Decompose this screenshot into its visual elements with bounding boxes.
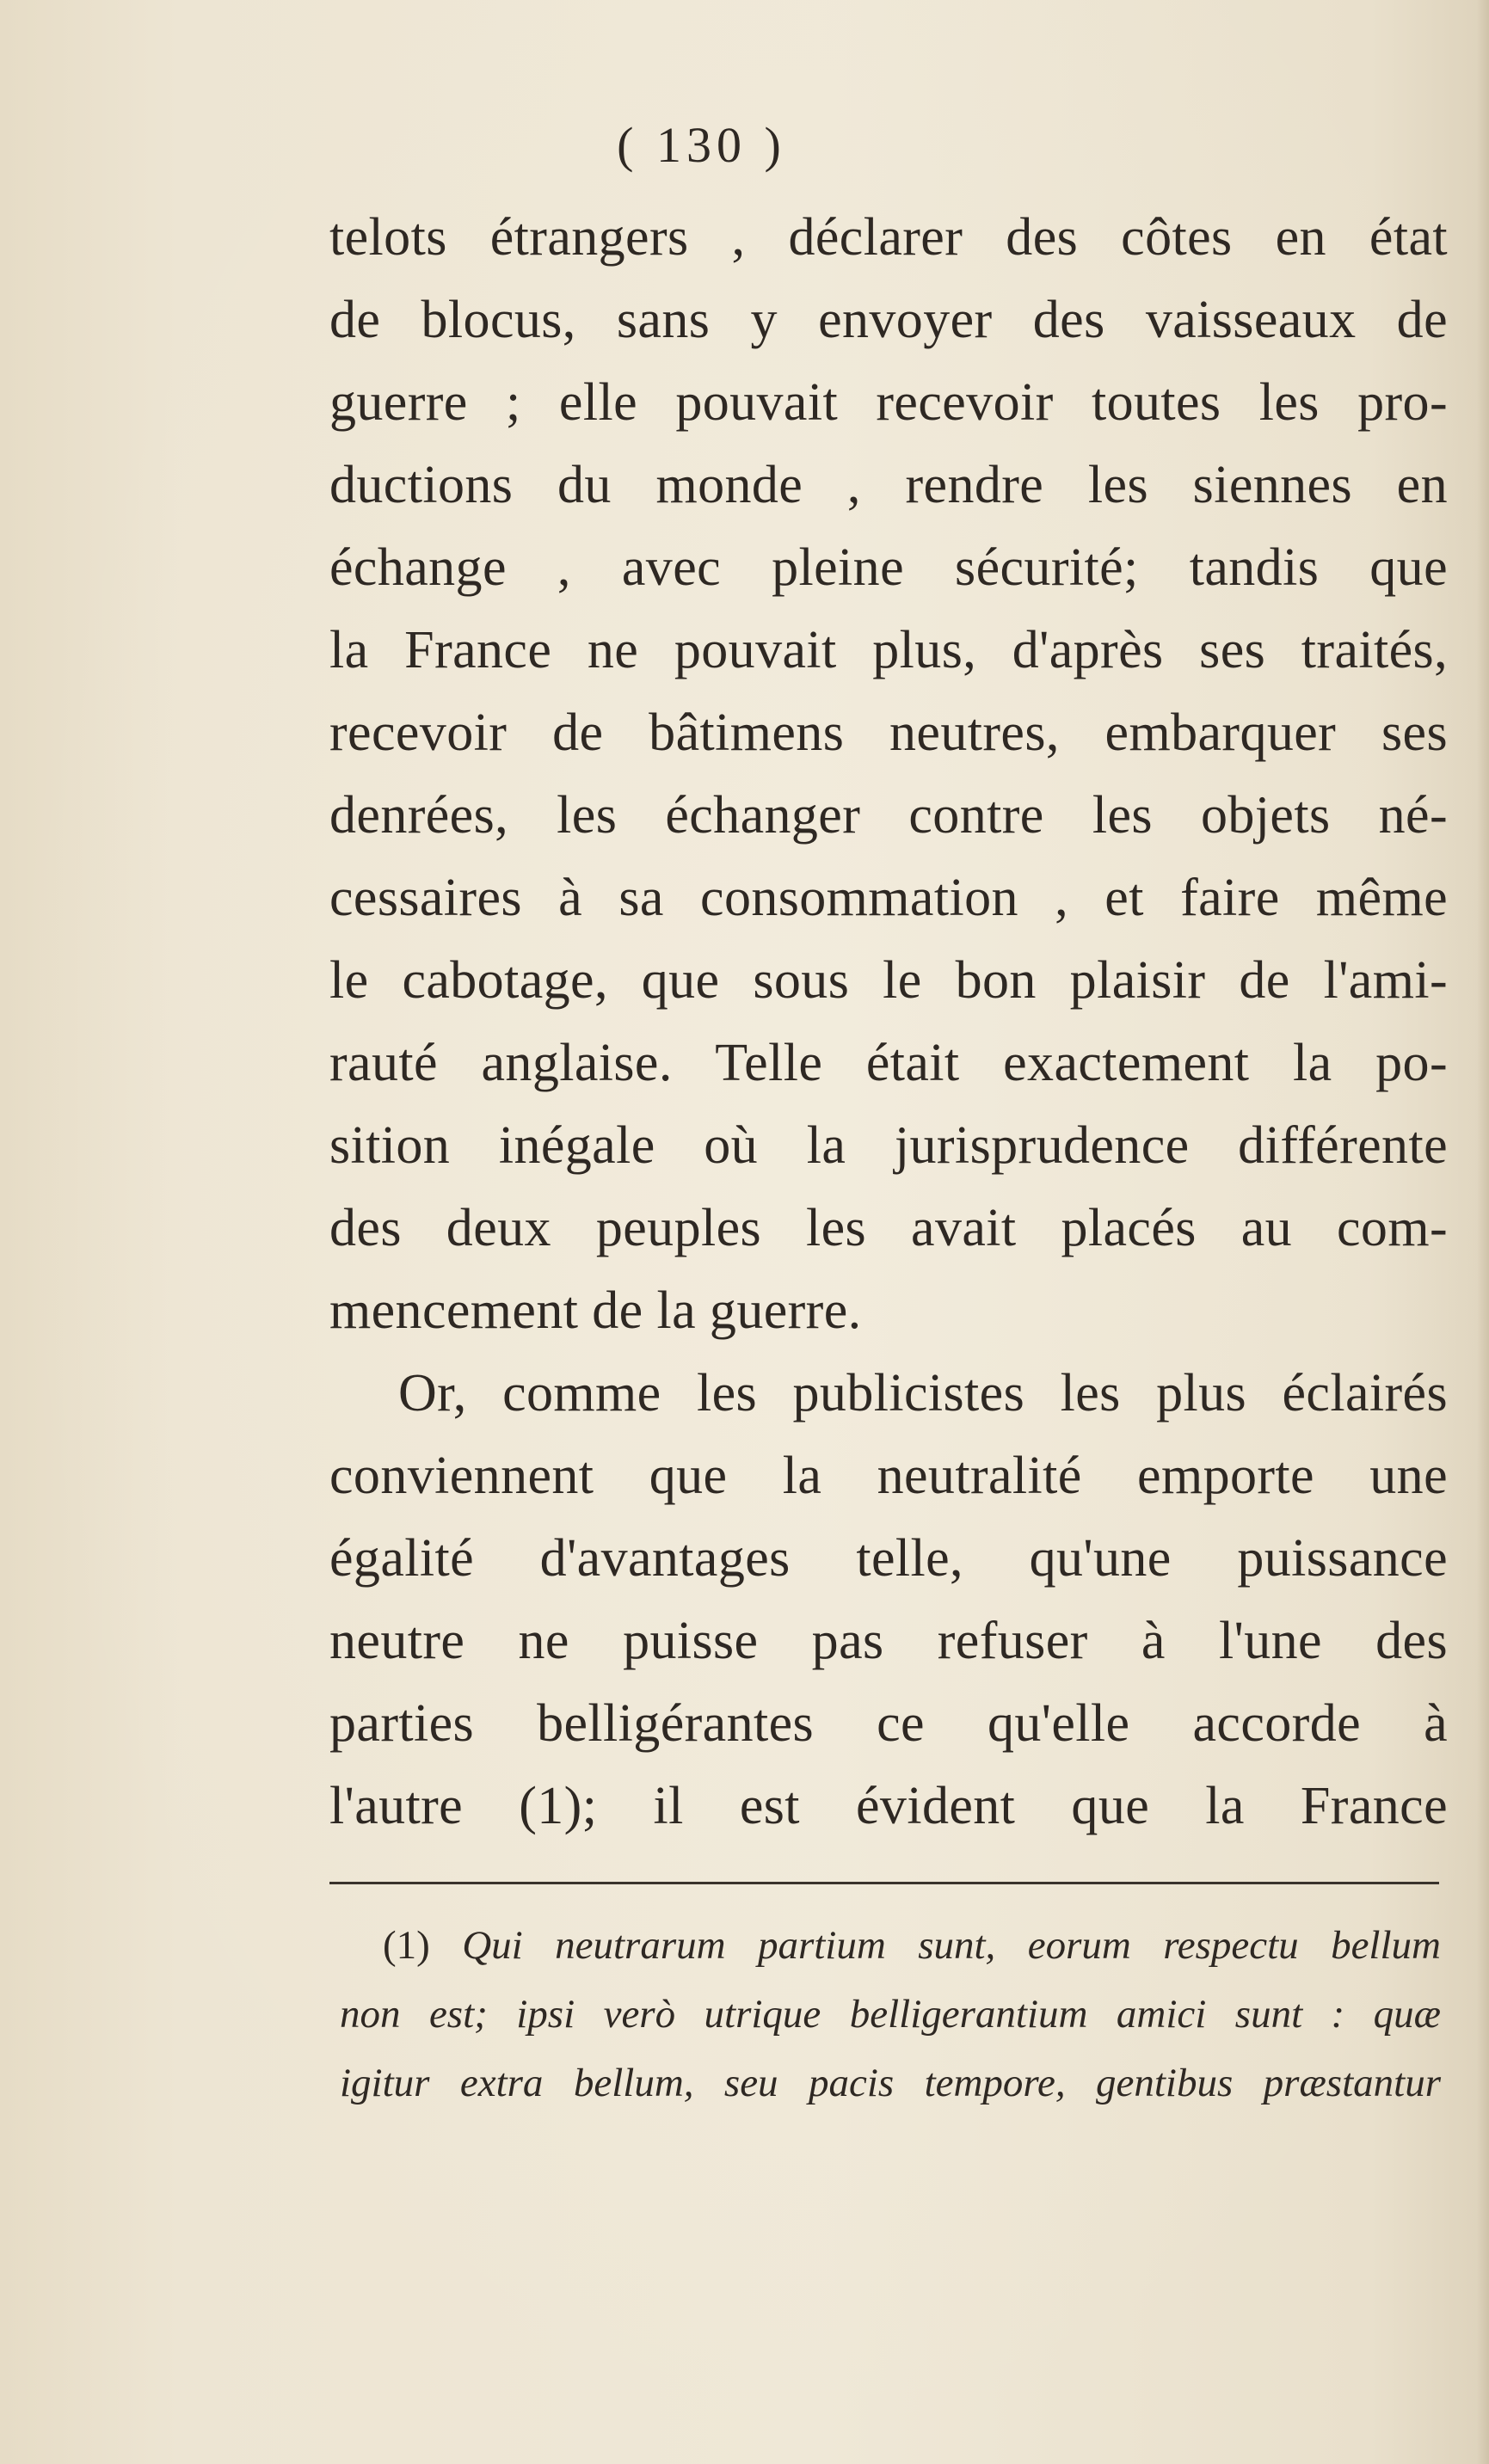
text-line: de blocus, sans y envoyer des vaisseaux de (329, 291, 1448, 349)
text-line: neutre ne puisse pas refuser à l'une des (329, 1612, 1448, 1670)
footnote-marker: (1) (383, 1923, 430, 1968)
text-line: telots étrangers , déclarer des côtes en état (329, 208, 1448, 267)
text-line: parties belligérantes ce qu'elle accorde à (329, 1694, 1448, 1753)
text-line: conviennent que la neutralité emporte une (329, 1447, 1448, 1505)
footnote-line: igitur extra bellum, seu pacis tempore, gentibus præstantur (340, 2061, 1441, 2105)
text-line: le cabotage, que sous le bon plaisir de l'ami- (329, 951, 1448, 1010)
footnote-text: Qui neutrarum partium sunt, eorum respectu bellum (462, 1923, 1441, 1968)
text-line: l'autre (1); il est évident que la France (329, 1777, 1448, 1835)
text-line: ductions du monde , rendre les siennes en (329, 456, 1448, 514)
main-text-block (329, 196, 1448, 1847)
page-number: ( 130 ) (617, 117, 786, 173)
footnote-rule (329, 1882, 1439, 1884)
footnote-line (340, 1911, 1441, 1980)
text-line: sition inégale où la jurisprudence différente (329, 1116, 1448, 1175)
text-line: la France ne pouvait plus, d'après ses traités, (329, 621, 1448, 679)
text-line: rauté anglaise. Telle était exactement la po- (329, 1034, 1448, 1092)
paragraph-start-line: Or, comme les publicistes les plus éclairés (398, 1364, 1448, 1422)
footnote-line: non est; ipsi verò utrique belligerantium amici sunt : quæ (340, 1992, 1441, 2037)
text-line: guerre ; elle pouvait recevoir toutes les pro- (329, 373, 1448, 432)
text-line: des deux peuples les avait placés au com- (329, 1199, 1448, 1257)
page-edge-shadow (1477, 0, 1489, 2464)
text-line: égalité d'avantages telle, qu'une puissance (329, 1529, 1448, 1588)
paragraph-end-line: mencement de la guerre. (329, 1281, 862, 1340)
text-line: recevoir de bâtimens neutres, embarquer ses (329, 704, 1448, 762)
text-line: cessaires à sa consommation , et faire même (329, 869, 1448, 927)
text-line: denrées, les échanger contre les objets né- (329, 786, 1448, 845)
footnote-block (340, 1911, 1441, 2117)
text-line: échange , avec pleine sécurité; tandis que (329, 538, 1448, 597)
